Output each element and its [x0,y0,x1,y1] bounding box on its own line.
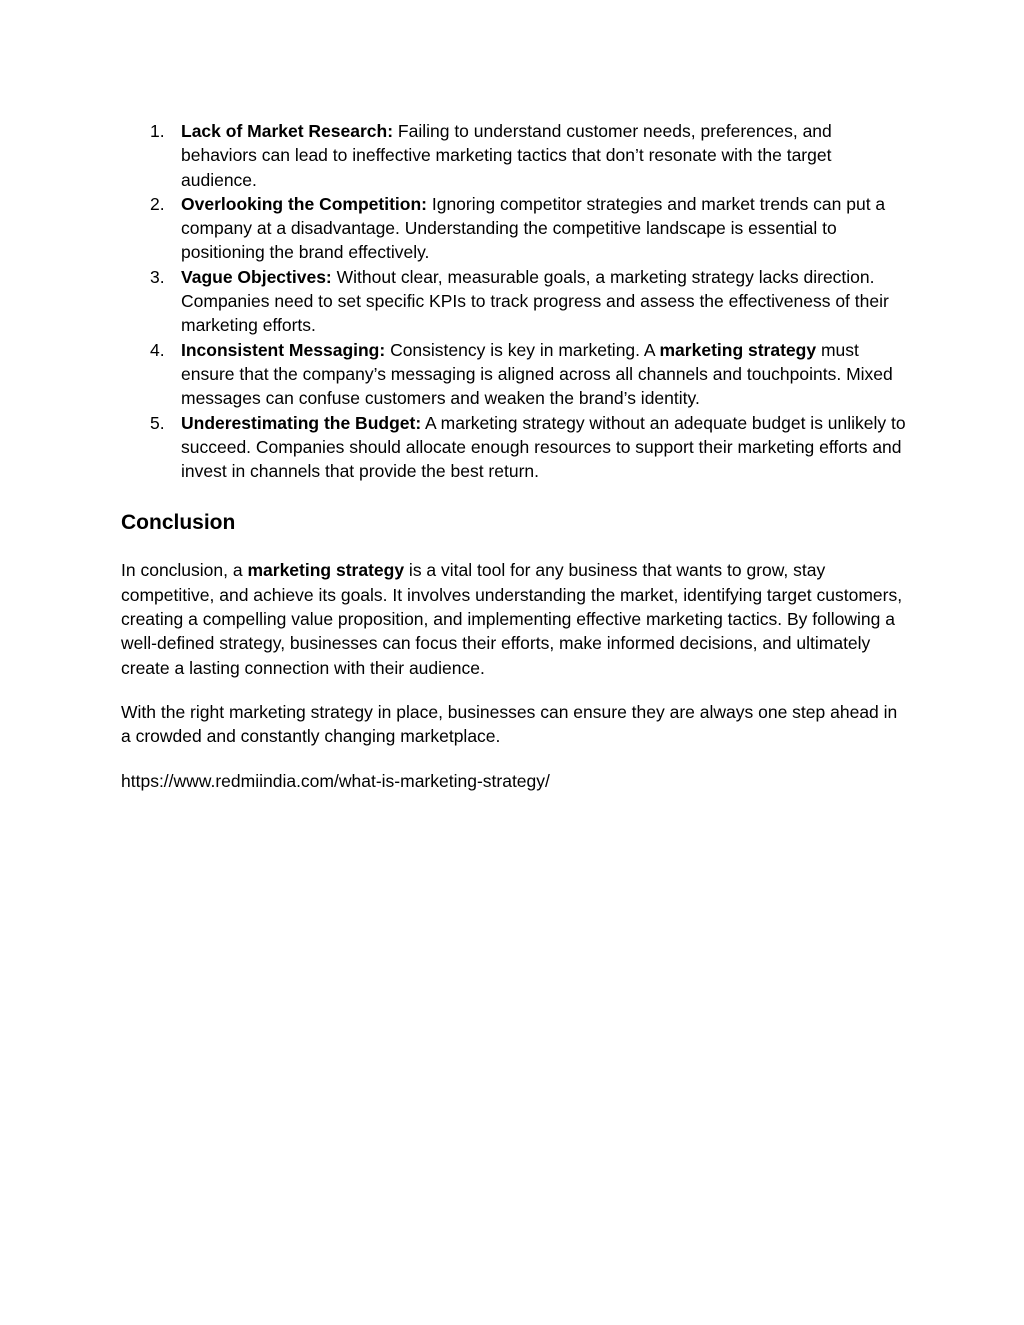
list-item-number: 3. [150,266,165,287]
list-item [121,192,911,265]
conclusion-bold-phrase: marketing strategy [247,560,405,581]
list-item-number: 4. [150,339,165,360]
list-item-title: Inconsistent Messaging: [181,339,386,360]
list-item-title: Underestimating the Budget: [181,412,422,433]
list-item-title: Overlooking the Competition: [181,193,427,214]
list-item [121,119,911,192]
source-url: https://www.redmiindia.com/what-is-marketing-strategy/ [121,770,550,791]
list-item-text: Consistency is key in marketing. A [385,339,660,360]
conclusion-text: In conclusion, a [121,560,248,581]
list-item-number: 2. [150,193,165,214]
conclusion-text-continued: is a vital tool for any business that wants to grow, stay competitive, and achieve its goals. It involves understanding the market, identifying target customers, creating a compelling value proposition, and implementing effective marketing tactics. By following a well-defined strategy, businesses can focus their efforts, make informed decisions, and ultimately create a lasting connection with their audience. [121,560,903,678]
document-content [121,119,911,793]
list-item [121,411,911,484]
conclusion-heading: Conclusion [121,511,236,535]
list-item-text: Failing to understand customer needs, preferences, and behaviors can lead to ineffective marketing tactics that don’t resonate with the target audience. [181,121,832,190]
list-item-text: A marketing strategy without an adequate budget is unlikely to succeed. Companies should allocate enough resources to support their marketing efforts and invest in channels that provide the best return. [181,412,906,482]
list-item-text-continued: must ensure that the company’s messaging is aligned across all channels and touchpoints. Mixed messages can confuse customers and weaken the brand’s identity. [181,339,893,409]
list-item-text: Ignoring competitor strategies and market trends can put a company at a disadvantage. Understanding the competitive landscape is essential to positioning the brand effectively. [181,193,886,263]
list-item-text: Without clear, measurable goals, a marketing strategy lacks direction. Companies need to set specific KPIs to track progress and assess the effectiveness of their marketing efforts. [181,266,889,336]
list-item [121,265,911,338]
list-item-number: 5. [150,412,165,433]
list-item-bold-phrase: marketing strategy [659,339,817,360]
closing-paragraph: With the right marketing strategy in place, businesses can ensure they are always one step ahead in a crowded and constantly changing marketplace. [121,701,898,747]
list-item-title: Lack of Market Research: [181,121,394,141]
mistakes-list [121,119,911,483]
conclusion-paragraph [121,558,911,679]
list-item [121,338,911,411]
list-item-title: Vague Objectives: [181,266,332,287]
list-item-number: 1. [150,121,165,141]
